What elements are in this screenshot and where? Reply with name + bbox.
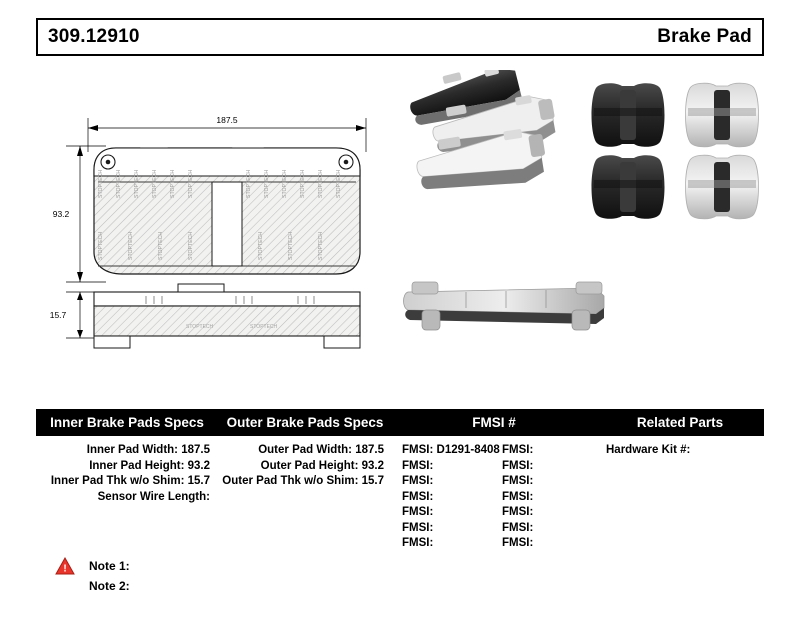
svg-text:STOPTECH: STOPTECH — [250, 324, 278, 330]
fmsi-label: FMSI: — [402, 506, 434, 518]
svg-text:STOPTECH: STOPTECH — [188, 231, 194, 260]
svg-text:STOPTECH: STOPTECH — [318, 169, 324, 198]
brake-pad-technical-drawing — [36, 70, 764, 370]
svg-text:STOPTECH: STOPTECH — [134, 169, 140, 198]
fmsi-title: FMSI # — [392, 409, 596, 436]
fmsi-row — [402, 490, 596, 506]
fmsi-label: FMSI: — [502, 506, 534, 518]
inner-pad-thickness-value: 15.7 — [187, 475, 210, 487]
dimension-thickness-label: 15.7 — [49, 310, 67, 320]
fmsi-label: FMSI: — [502, 444, 534, 456]
fmsi-label: FMSI: — [402, 521, 434, 534]
fmsi-row — [402, 443, 596, 459]
product-drawing-area — [36, 70, 764, 370]
fmsi-value: D1291-8408 — [436, 444, 500, 456]
note-1-label: Note 1: — [89, 559, 130, 573]
fmsi-column — [392, 409, 596, 552]
inner-pad-thickness-label: Inner Pad Thk w/o Shim: — [50, 475, 185, 487]
note-2-label: Note 2: — [89, 579, 130, 593]
warning-icon-placeholder — [55, 577, 75, 595]
related-parts-body — [596, 436, 764, 459]
inner-pad-width-label: Inner Pad Width: — [86, 444, 179, 456]
spec-row — [36, 459, 218, 475]
svg-text:STOPTECH: STOPTECH — [288, 231, 294, 260]
svg-text:STOPTECH: STOPTECH — [98, 231, 104, 260]
svg-text:STOPTECH: STOPTECH — [170, 169, 176, 198]
related-parts-title: Related Parts — [596, 409, 764, 436]
fmsi-label: FMSI: — [402, 537, 434, 549]
outer-pad-width-value: 187.5 — [355, 444, 384, 456]
part-number: 309.12910 — [48, 26, 140, 47]
spec-row — [218, 459, 392, 475]
fmsi-row — [402, 521, 596, 537]
note-row — [55, 556, 355, 576]
fmsi-label: FMSI: — [502, 459, 534, 472]
inner-specs-column — [36, 409, 218, 505]
hardware-kit-row — [606, 443, 764, 459]
outer-pad-height-label: Outer Pad Height: — [260, 459, 359, 472]
svg-text:STOPTECH: STOPTECH — [188, 169, 194, 198]
svg-text:STOPTECH: STOPTECH — [336, 169, 342, 198]
fmsi-row — [402, 474, 596, 490]
svg-text:STOPTECH: STOPTECH — [152, 169, 158, 198]
svg-text:!: ! — [63, 563, 67, 575]
svg-text:STOPTECH: STOPTECH — [318, 231, 324, 260]
note-row — [55, 576, 355, 596]
svg-text:STOPTECH: STOPTECH — [282, 169, 288, 198]
fmsi-label: FMSI: — [502, 475, 534, 487]
svg-text:STOPTECH: STOPTECH — [158, 231, 164, 260]
related-parts-column — [596, 409, 764, 459]
notes-section — [55, 556, 355, 596]
svg-text:STOPTECH: STOPTECH — [300, 169, 306, 198]
inner-pad-height-label: Inner Pad Height: — [89, 459, 185, 472]
pad-texture-text: STOPTECH — [98, 169, 104, 198]
fmsi-label: FMSI: — [402, 475, 434, 487]
spec-row — [36, 474, 218, 490]
svg-text:STOPTECH: STOPTECH — [128, 231, 134, 260]
pad-edge-view-outline — [50, 284, 360, 348]
fmsi-label: FMSI: — [402, 459, 434, 472]
spec-row — [36, 443, 218, 459]
pad-photo-angled-group — [405, 70, 559, 199]
dimension-width-label: 187.5 — [216, 115, 238, 125]
fmsi-row — [402, 536, 596, 552]
inner-pad-height-value: 93.2 — [187, 459, 210, 472]
outer-specs-title: Outer Brake Pads Specs — [218, 409, 392, 436]
pad-front-view-outline — [53, 115, 366, 282]
fmsi-label: FMSI: — [402, 444, 434, 456]
inner-pad-width-value: 187.5 — [181, 444, 210, 456]
document-header — [36, 18, 764, 56]
fmsi-body — [392, 436, 596, 552]
outer-pad-height-value: 93.2 — [361, 459, 384, 472]
outer-specs-column — [218, 409, 392, 490]
hardware-kit-label: Hardware Kit #: — [606, 444, 691, 456]
svg-text:STOPTECH: STOPTECH — [258, 231, 264, 260]
spec-row — [218, 474, 392, 490]
fmsi-row — [402, 459, 596, 475]
svg-text:STOPTECH: STOPTECH — [246, 169, 252, 198]
dimension-height-label: 93.2 — [52, 209, 70, 219]
specs-tables — [36, 409, 764, 552]
outer-pad-width-label: Outer Pad Width: — [258, 444, 353, 456]
sensor-wire-length-label: Sensor Wire Length: — [97, 490, 210, 503]
spec-row — [218, 443, 392, 459]
fmsi-label: FMSI: — [502, 537, 534, 549]
fmsi-label: FMSI: — [502, 521, 534, 534]
inner-specs-title: Inner Brake Pads Specs — [36, 409, 218, 436]
fmsi-row — [402, 505, 596, 521]
fmsi-label: FMSI: — [502, 490, 534, 503]
pad-photo-set-group — [592, 83, 759, 219]
svg-text:STOPTECH: STOPTECH — [186, 324, 214, 330]
warning-icon — [55, 557, 75, 575]
document-type-title: Brake Pad — [657, 26, 752, 47]
spec-row — [36, 490, 218, 506]
svg-text:STOPTECH: STOPTECH — [116, 169, 122, 198]
pad-photo-edge-view — [404, 282, 605, 330]
outer-pad-thickness-value: 15.7 — [361, 475, 384, 487]
inner-specs-body — [36, 436, 218, 505]
outer-specs-body — [218, 436, 392, 490]
fmsi-label: FMSI: — [402, 490, 434, 503]
svg-text:STOPTECH: STOPTECH — [264, 169, 270, 198]
outer-pad-thickness-label: Outer Pad Thk w/o Shim: — [222, 475, 359, 487]
